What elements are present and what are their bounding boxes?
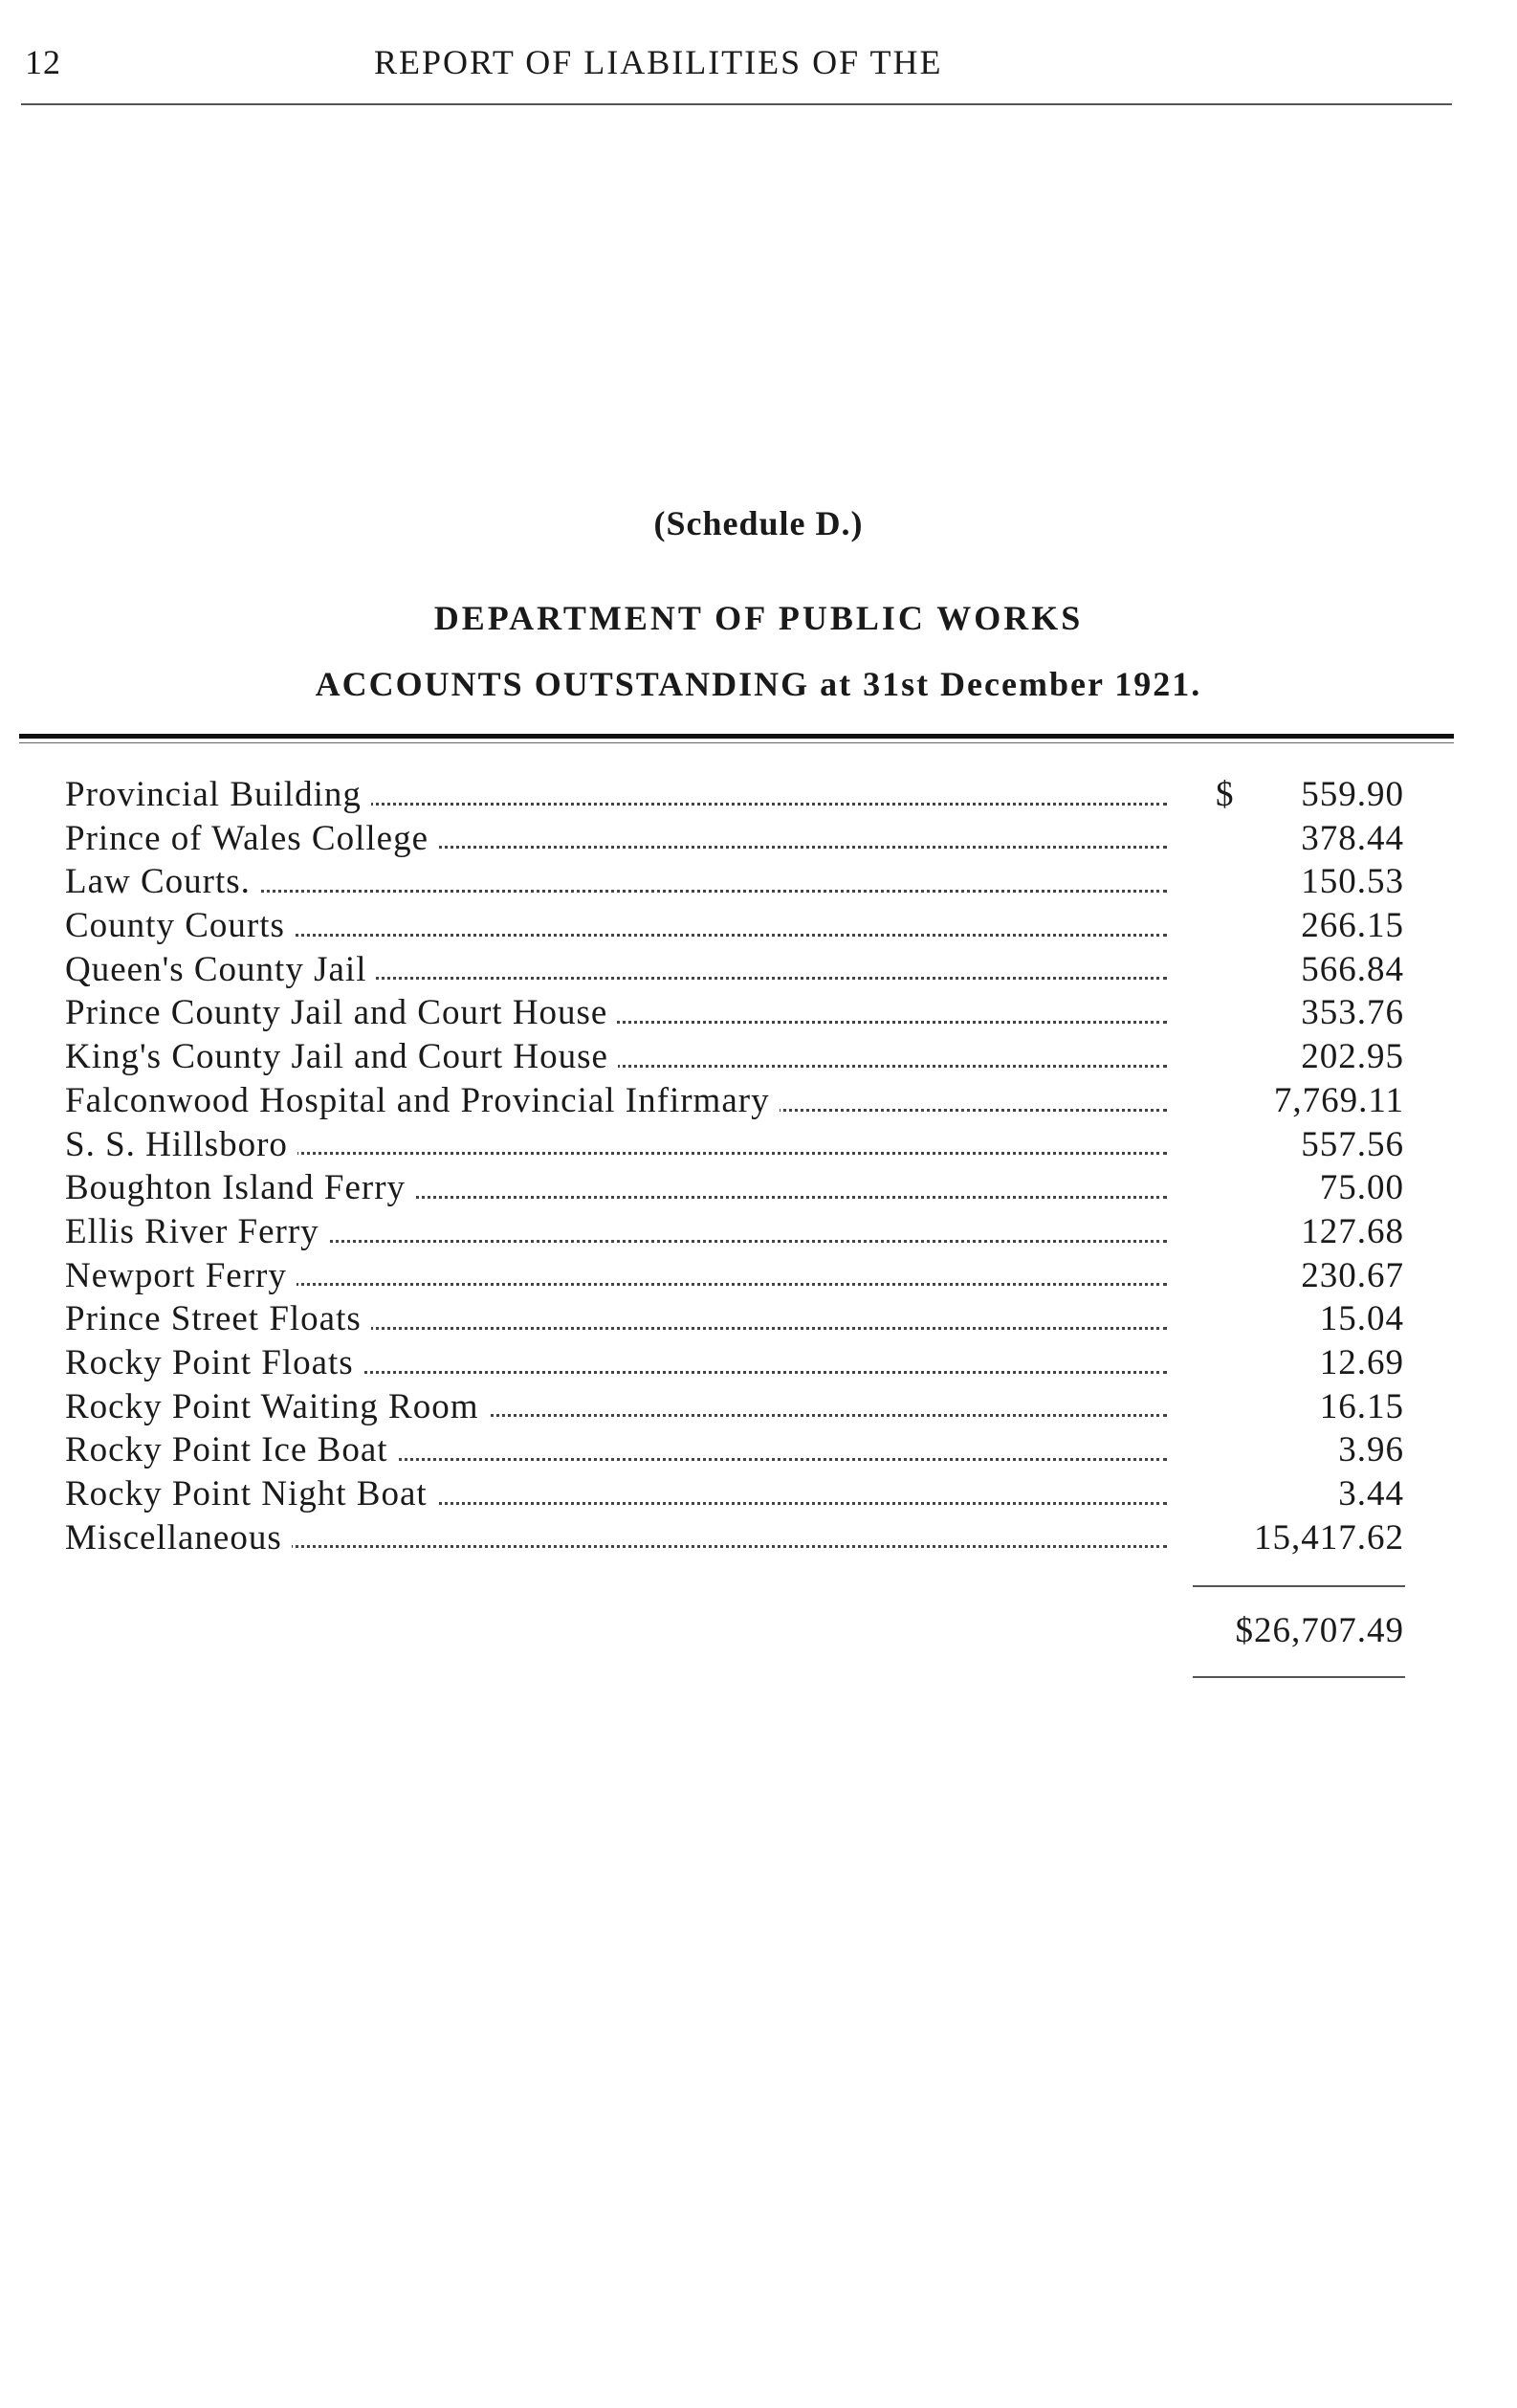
account-label: Miscellaneous — [65, 1518, 292, 1557]
account-label: Provincial Building — [65, 775, 371, 814]
account-label: Boughton Island Ferry — [65, 1168, 415, 1207]
account-label-cell — [65, 817, 1167, 861]
account-row — [65, 1166, 1404, 1210]
total-rule-bottom — [1193, 1676, 1405, 1678]
account-label: Rocky Point Night Boat — [65, 1474, 437, 1513]
account-label: Queen's County Jail — [65, 950, 376, 989]
account-label-cell — [65, 1516, 1167, 1560]
account-label-cell — [65, 860, 1167, 904]
account-amount: 378.44 — [1301, 818, 1404, 858]
account-amount: 75.00 — [1319, 1168, 1404, 1208]
account-label-cell — [65, 773, 1167, 817]
account-amount: 15.04 — [1319, 1299, 1404, 1339]
account-label-cell — [65, 1123, 1167, 1167]
account-label: King's County Jail and Court House — [65, 1037, 618, 1076]
account-label-cell — [65, 1254, 1167, 1298]
account-row — [65, 1385, 1404, 1429]
account-label: S. S. Hillsboro — [65, 1125, 297, 1164]
account-label-cell — [65, 1341, 1167, 1385]
running-head — [25, 42, 1456, 80]
account-label: Prince of Wales College — [65, 819, 438, 858]
currency-symbol: $ — [1216, 775, 1235, 814]
page-number: 12 — [25, 43, 61, 81]
account-row — [65, 817, 1404, 861]
account-amount: 150.53 — [1301, 862, 1404, 902]
account-row — [65, 1210, 1404, 1254]
account-label: Rocky Point Waiting Room — [65, 1387, 489, 1426]
account-amount: 557.56 — [1301, 1124, 1404, 1164]
account-amount: 16.15 — [1319, 1386, 1404, 1426]
total-amount: $26,707.49 — [1235, 1611, 1404, 1650]
account-label-cell — [65, 1428, 1167, 1472]
account-row — [65, 1472, 1404, 1516]
account-label-cell — [65, 948, 1167, 992]
account-amount: 353.76 — [1301, 993, 1404, 1033]
account-label-cell — [65, 1210, 1167, 1254]
account-label-cell — [65, 1035, 1167, 1079]
account-row — [65, 1341, 1404, 1385]
account-label-cell — [65, 1472, 1167, 1516]
department-title: DEPARTMENT OF PUBLIC WORKS — [433, 599, 1084, 637]
account-amount: 559.90 — [1301, 775, 1404, 814]
section-rule — [19, 734, 1454, 739]
account-amount: 266.15 — [1301, 906, 1404, 946]
account-amount: 3.96 — [1338, 1430, 1404, 1470]
account-label: Rocky Point Floats — [65, 1343, 363, 1382]
account-row — [65, 948, 1404, 992]
schedule-label: (Schedule D.) — [653, 504, 864, 542]
account-row — [65, 773, 1404, 817]
account-row — [65, 1516, 1404, 1560]
account-label-cell — [65, 904, 1167, 948]
account-label-cell — [65, 1166, 1167, 1210]
account-amount: 15,417.62 — [1254, 1517, 1404, 1557]
account-label: Newport Ferry — [65, 1256, 297, 1295]
account-label: Ellis River Ferry — [65, 1212, 329, 1251]
account-amount: 202.95 — [1301, 1037, 1404, 1077]
account-row — [65, 1428, 1404, 1472]
account-label-cell — [65, 1385, 1167, 1429]
account-row — [65, 1123, 1404, 1167]
account-amount: 12.69 — [1319, 1342, 1404, 1382]
account-label: Prince Street Floats — [65, 1299, 371, 1338]
account-label-cell — [65, 991, 1167, 1035]
account-row — [65, 1254, 1404, 1298]
account-amount: 127.68 — [1301, 1211, 1404, 1251]
account-label: Falconwood Hospital and Provincial Infirmary — [65, 1081, 780, 1120]
account-row — [65, 904, 1404, 948]
account-row — [65, 991, 1404, 1035]
total-rule-top — [1193, 1585, 1405, 1587]
account-row — [65, 860, 1404, 904]
account-label: Law Courts. — [65, 862, 260, 901]
account-amount: 230.67 — [1301, 1255, 1404, 1295]
account-row — [65, 1079, 1404, 1123]
account-label-cell — [65, 1079, 1167, 1123]
running-title: REPORT OF LIABILITIES OF THE — [374, 43, 943, 81]
account-amount: 7,769.11 — [1273, 1080, 1404, 1120]
account-amount: 3.44 — [1338, 1474, 1404, 1513]
section-rule-thin — [19, 742, 1454, 743]
header-rule — [21, 103, 1452, 105]
account-row — [65, 1297, 1404, 1341]
account-amount: 566.84 — [1301, 949, 1404, 989]
account-label-cell — [65, 1297, 1167, 1341]
account-label: County Courts — [65, 906, 295, 945]
account-label: Rocky Point Ice Boat — [65, 1430, 398, 1469]
account-row — [65, 1035, 1404, 1079]
accounts-subtitle: ACCOUNTS OUTSTANDING at 31st December 1921. — [315, 665, 1202, 703]
accounts-list — [65, 773, 1404, 1559]
account-label: Prince County Jail and Court House — [65, 993, 617, 1032]
